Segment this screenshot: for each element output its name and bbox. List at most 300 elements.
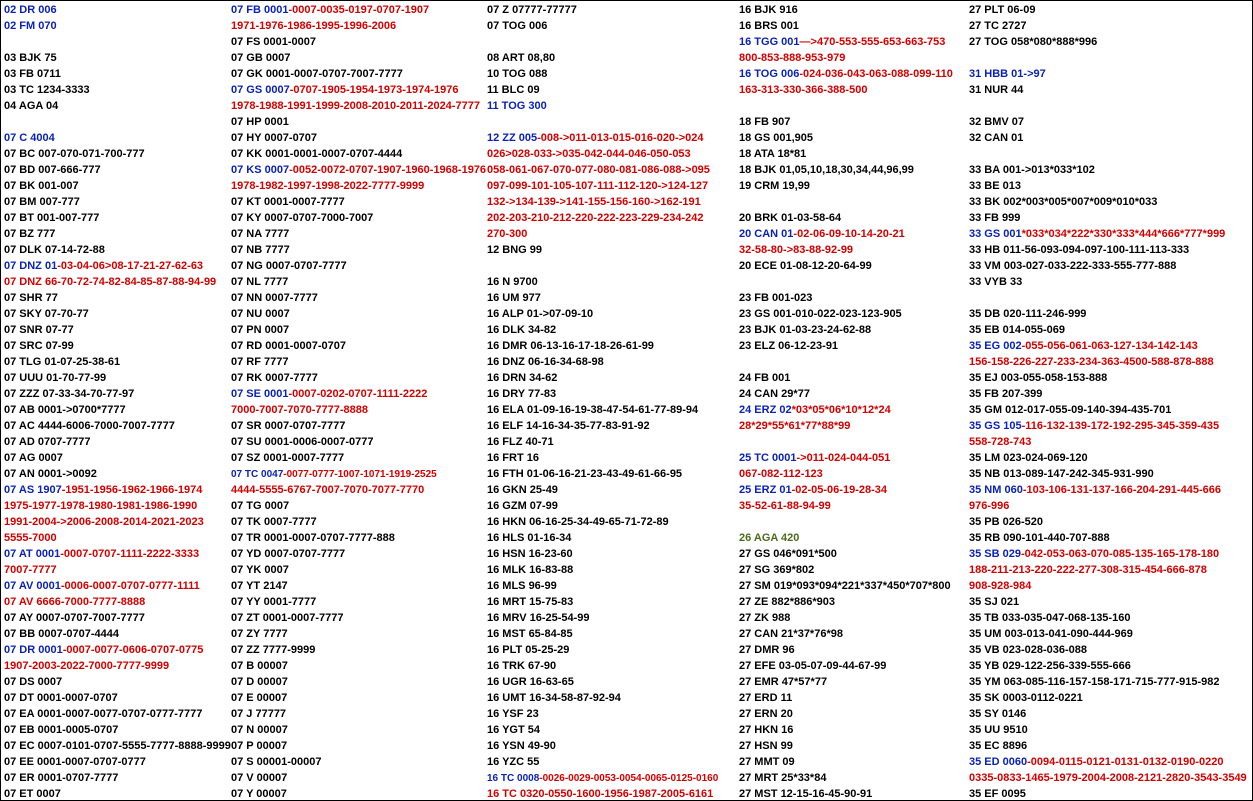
list-item	[969, 626, 1247, 642]
plate-suffix: —>470-553-555-653-663-753	[799, 36, 946, 48]
column-3	[487, 2, 718, 801]
plate-prefix: 07 KT 0001-0007-7777	[231, 196, 345, 208]
list-item	[231, 386, 486, 402]
list-item	[231, 98, 486, 114]
plate-prefix: 07 NA 7777	[231, 228, 290, 240]
spacer-row	[739, 514, 953, 530]
plate-prefix: 1978-1982-1997-1998-2022-7777-9999	[231, 180, 425, 192]
list-item	[969, 370, 1247, 386]
plate-prefix: 35 UM 003-013-041-090-444-969	[969, 628, 1133, 640]
plate-prefix: 07 EC 0007-0101-0707-5555-7777-8888-9999	[4, 740, 231, 752]
plate-suffix: -0707-1905-1954-1973-1974-1976	[289, 84, 459, 96]
list-item	[969, 178, 1247, 194]
list-item	[231, 178, 486, 194]
list-item	[739, 690, 953, 706]
plate-suffix: -0026-0029-0053-0054-0065-0125-0160	[539, 773, 719, 784]
list-item	[4, 546, 231, 562]
list-item	[739, 530, 953, 546]
list-item	[231, 722, 486, 738]
list-item	[4, 146, 231, 162]
plate-prefix: 35 NM 060	[969, 484, 1023, 496]
plate-suffix: -008->011-013-015-016-020->024	[537, 132, 704, 144]
list-item	[231, 130, 486, 146]
plate-prefix: 16 BRS 001	[739, 20, 799, 32]
plate-prefix: 07 KY 0007-0707-7000-7007	[231, 212, 374, 224]
list-item	[487, 274, 718, 290]
plate-prefix: 07 ZT 0001-0007-7777	[231, 612, 344, 624]
list-item	[231, 770, 486, 786]
list-item	[4, 210, 231, 226]
list-item	[4, 2, 231, 18]
list-item	[739, 210, 953, 226]
list-item	[969, 338, 1247, 354]
plate-prefix: 35-52-61-88-94-99	[739, 500, 831, 512]
list-item	[969, 578, 1247, 594]
plate-prefix: 16 N 9700	[487, 276, 538, 288]
list-item	[487, 162, 718, 178]
plate-prefix: 07 V 00007	[231, 772, 288, 784]
plate-prefix: 07 BK 001-007	[4, 180, 79, 192]
plate-prefix: 908-928-984	[969, 580, 1032, 592]
plate-prefix: 07 ZY 7777	[231, 628, 288, 640]
list-item	[969, 754, 1247, 770]
list-item	[487, 482, 718, 498]
plate-prefix: 07 SE 0001	[231, 388, 289, 400]
plate-prefix: 16 FLZ 40-71	[487, 436, 554, 448]
plate-prefix: 27 ERN 20	[739, 708, 793, 720]
plate-prefix: 33 VM 003-027-033-222-333-555-777-888	[969, 260, 1177, 272]
plate-prefix: 23 FB 001-023	[739, 292, 813, 304]
list-item	[231, 50, 486, 66]
plate-prefix: 19 CRM 19,99	[739, 180, 810, 192]
plate-prefix: 07 E 00007	[231, 692, 288, 704]
list-item	[969, 562, 1247, 578]
list-item	[4, 642, 231, 658]
list-item	[4, 738, 231, 754]
plate-suffix: -02-06-09-10-14-20-21	[793, 228, 905, 240]
list-item	[969, 162, 1247, 178]
list-item	[739, 754, 953, 770]
plate-prefix: 4444-5555-6767-7007-7070-7077-7770	[231, 484, 425, 496]
plate-prefix: 35 EJ 003-055-058-153-888	[969, 372, 1108, 384]
list-item	[739, 66, 953, 82]
plate-prefix: 07 BT 001-007-777	[4, 212, 100, 224]
plate-suffix: -0052-0072-0707-1907-1960-1968-1976	[289, 164, 487, 176]
list-item	[969, 306, 1247, 322]
list-item	[487, 626, 718, 642]
list-item	[231, 418, 486, 434]
list-item	[969, 770, 1247, 786]
list-item	[4, 98, 231, 114]
spacer-row	[739, 98, 953, 114]
plate-prefix: 16 MLS 96-99	[487, 580, 557, 592]
list-item	[231, 786, 486, 801]
list-item	[231, 162, 486, 178]
plate-prefix: 07 NU 0007	[231, 308, 290, 320]
list-item	[231, 626, 486, 642]
list-item	[739, 178, 953, 194]
plate-prefix: 07 P 00007	[231, 740, 288, 752]
list-item	[231, 482, 486, 498]
list-item	[487, 562, 718, 578]
plate-prefix: 35 SB 029	[969, 548, 1021, 560]
plate-prefix: 16 HKN 06-16-25-34-49-65-71-72-89	[487, 516, 669, 528]
plate-prefix: 1991-2004->2006-2008-2014-2021-2023	[4, 516, 204, 528]
list-item	[487, 690, 718, 706]
list-item	[739, 626, 953, 642]
list-item	[231, 226, 486, 242]
spacer-row	[969, 50, 1247, 66]
list-item	[969, 130, 1247, 146]
list-item	[487, 402, 718, 418]
list-item	[487, 738, 718, 754]
plate-prefix: 27 ZK 988	[739, 612, 791, 624]
list-item	[739, 562, 953, 578]
plate-suffix: -024-036-043-063-088-099-110	[799, 68, 953, 80]
list-item	[487, 98, 718, 114]
list-item	[231, 210, 486, 226]
plate-prefix: 31 HBB 01->97	[969, 68, 1046, 80]
plate-prefix: 16 DRY 77-83	[487, 388, 557, 400]
list-item	[4, 482, 231, 498]
list-item	[4, 610, 231, 626]
plate-prefix: 35 SK 0003-0112-0221	[969, 692, 1083, 704]
list-item	[231, 498, 486, 514]
list-item	[739, 770, 953, 786]
list-item	[4, 274, 231, 290]
plate-suffix: -116-132-139-172-192-295-345-359-435	[1021, 420, 1220, 432]
list-item	[231, 146, 486, 162]
plate-prefix: 23 GS 001-010-022-023-123-905	[739, 308, 902, 320]
list-item	[4, 226, 231, 242]
list-item	[231, 18, 486, 34]
plate-prefix: 132->134-139->141-155-156-160->162-191	[487, 196, 701, 208]
plate-suffix: -0007-0035-0197-0707-1907	[288, 4, 430, 16]
plate-prefix: 16 FRT 16	[487, 452, 539, 464]
list-item	[231, 450, 486, 466]
list-item	[487, 578, 718, 594]
plate-prefix: 07 SKY 07-70-77	[4, 308, 89, 320]
list-item	[4, 66, 231, 82]
list-item	[739, 130, 953, 146]
list-item	[231, 274, 486, 290]
list-item	[739, 418, 953, 434]
plate-prefix: 27 PLT 06-09	[969, 4, 1036, 16]
list-item	[969, 114, 1247, 130]
list-item	[4, 498, 231, 514]
plate-suffix: -0094-0115-0121-0131-0132-0190-0220	[1027, 756, 1224, 768]
list-item	[231, 322, 486, 338]
plate-prefix: 16 TOG 006	[739, 68, 800, 80]
plate-prefix: 163-313-330-366-388-500	[739, 84, 868, 96]
plate-prefix: 27 TC 2727	[969, 20, 1027, 32]
plate-prefix: 07 YK 0007	[231, 564, 289, 576]
plate-prefix: 16 ELA 01-09-16-19-38-47-54-61-77-89-94	[487, 404, 699, 416]
list-item	[487, 242, 718, 258]
list-item	[487, 594, 718, 610]
list-item	[4, 594, 231, 610]
plate-prefix: 07 YY 0001-7777	[231, 596, 317, 608]
plate-prefix: 07 DR 0001	[4, 644, 63, 656]
list-item	[739, 226, 953, 242]
list-item	[487, 146, 718, 162]
plate-prefix: 16 UGR 16-63-65	[487, 676, 574, 688]
list-item	[969, 258, 1247, 274]
plate-prefix: 188-211-213-220-222-277-308-315-454-666-878	[969, 564, 1207, 576]
list-item	[487, 306, 718, 322]
plate-prefix: 07 C 4004	[4, 132, 55, 144]
plate-prefix: 24 FB 001	[739, 372, 791, 384]
list-item	[231, 194, 486, 210]
plate-prefix: 35 VB 023-028-036-088	[969, 644, 1088, 656]
plate-suffix: -0007-0707-1111-2222-3333	[60, 548, 200, 560]
plate-prefix: 07 SNR 07-77	[4, 324, 74, 336]
list-item	[487, 194, 718, 210]
list-item	[231, 754, 486, 770]
plate-prefix: 33 HB 011-56-093-094-097-100-111-113-333	[969, 244, 1190, 256]
plate-prefix: 03 TC 1234-3333	[4, 84, 90, 96]
plate-prefix: 07 AY 0007-0707-7007-7777	[4, 612, 145, 624]
plate-prefix: 558-728-743	[969, 436, 1032, 448]
list-item	[231, 434, 486, 450]
plate-prefix: 07 J 77777	[231, 708, 287, 720]
plate-prefix: 18 FB 907	[739, 116, 791, 128]
plate-prefix: 16 DLK 34-82	[487, 324, 557, 336]
plate-prefix: 16 PLT 05-25-29	[487, 644, 570, 656]
list-item	[969, 738, 1247, 754]
plate-prefix: 16 BJK 916	[739, 4, 798, 16]
plate-suffix: -055-056-061-063-127-134-142-143	[1021, 340, 1198, 352]
plate-prefix: 16 TGG 001	[739, 36, 800, 48]
plate-prefix: 07 Y 00007	[231, 788, 287, 800]
list-item	[231, 642, 486, 658]
plate-prefix: 03 BJK 75	[4, 52, 57, 64]
list-item	[231, 706, 486, 722]
plate-suffix: -0006-0007-0707-0777-1111	[60, 580, 200, 592]
plate-prefix: 7000-7007-7070-7777-8888	[231, 404, 369, 416]
plate-prefix: 07 YT 2147	[231, 580, 288, 592]
plate-prefix: 35 EB 014-055-069	[969, 324, 1066, 336]
list-item	[487, 498, 718, 514]
plate-prefix: 33 BA 001->013*033*102	[969, 164, 1095, 176]
list-item	[969, 82, 1247, 98]
plate-prefix: 33 VYB 33	[969, 276, 1023, 288]
list-item	[487, 322, 718, 338]
list-item	[231, 242, 486, 258]
list-item	[487, 642, 718, 658]
plate-prefix: 16 YZC 55	[487, 756, 540, 768]
plate-prefix: 33 GS 001	[969, 228, 1022, 240]
list-item	[231, 306, 486, 322]
plate-prefix: 07 N 00007	[231, 724, 288, 736]
plate-prefix: 35 NB 013-089-147-242-345-931-990	[969, 468, 1154, 480]
spacer-row	[487, 114, 718, 130]
list-item	[487, 370, 718, 386]
list-item	[487, 514, 718, 530]
list-item	[4, 50, 231, 66]
list-item	[4, 370, 231, 386]
spacer-row	[4, 114, 231, 130]
list-item	[969, 706, 1247, 722]
list-item	[4, 514, 231, 530]
list-item	[969, 482, 1247, 498]
list-item	[739, 738, 953, 754]
plate-prefix: 16 MLK 16-83-88	[487, 564, 574, 576]
plate-prefix: 07 BD 007-666-777	[4, 164, 101, 176]
plate-prefix: 16 UMT 16-34-58-87-92-94	[487, 692, 621, 704]
list-item	[969, 210, 1247, 226]
plate-prefix: 35 TB 033-035-047-068-135-160	[969, 612, 1131, 624]
spacer-row	[739, 354, 953, 370]
list-item	[4, 706, 231, 722]
list-item	[969, 418, 1247, 434]
plate-prefix: 07 TR 0001-0007-0707-7777-888	[231, 532, 395, 544]
plate-prefix: 07 AC 4444-6006-7000-7007-7777	[4, 420, 175, 432]
list-item	[231, 66, 486, 82]
plate-prefix: 16 ELF 14-16-34-35-77-83-91-92	[487, 420, 650, 432]
list-item	[4, 626, 231, 642]
list-item	[231, 370, 486, 386]
list-item	[969, 546, 1247, 562]
plate-prefix: 12 ZZ 005	[487, 132, 538, 144]
list-item	[4, 450, 231, 466]
plate-prefix: 07 SR 0007-0707-7777	[231, 420, 346, 432]
list-item	[231, 514, 486, 530]
list-item	[739, 578, 953, 594]
list-item	[231, 258, 486, 274]
plate-prefix: 16 UM 977	[487, 292, 541, 304]
list-item	[487, 754, 718, 770]
list-item	[4, 162, 231, 178]
plate-suffix: *033*034*222*330*333*444*666*777*999	[1021, 228, 1226, 240]
plate-prefix: 25 ERZ 01	[739, 484, 792, 496]
plate-prefix: 07 S 00001-00007	[231, 756, 322, 768]
spacer-row	[739, 194, 953, 210]
plate-prefix: 1971-1976-1986-1995-1996-2006	[231, 20, 397, 32]
plate-prefix: 1975-1977-1978-1980-1981-1986-1990	[4, 500, 198, 512]
list-item	[969, 658, 1247, 674]
list-item	[4, 354, 231, 370]
list-item	[4, 658, 231, 674]
plate-prefix: 16 TRK 67-90	[487, 660, 557, 672]
list-item	[487, 546, 718, 562]
list-item	[4, 306, 231, 322]
plate-prefix: 35 LM 023-024-069-120	[969, 452, 1088, 464]
list-item	[739, 242, 953, 258]
list-item	[969, 226, 1247, 242]
list-item	[969, 674, 1247, 690]
plate-suffix: -0007-0077-0606-0707-0775	[62, 644, 204, 656]
plate-prefix: 07 TLG 01-07-25-38-61	[4, 356, 121, 368]
list-item	[4, 754, 231, 770]
list-item	[231, 2, 486, 18]
list-item	[739, 466, 953, 482]
plate-prefix: 07 KS 0007	[231, 164, 290, 176]
plate-prefix: 35 FB 207-399	[969, 388, 1043, 400]
plate-prefix: 156-158-226-227-233-234-363-4500-588-878-888	[969, 356, 1214, 368]
list-item	[4, 786, 231, 801]
plate-prefix: 33 BE 013	[969, 180, 1021, 192]
list-item	[969, 66, 1247, 82]
list-item	[231, 690, 486, 706]
list-item	[231, 610, 486, 626]
plate-prefix: 16 HSN 16-23-60	[487, 548, 573, 560]
list-item	[969, 434, 1247, 450]
list-item	[969, 450, 1247, 466]
plate-prefix: 27 ERD 11	[739, 692, 793, 704]
plate-suffix: -1951-1956-1962-1966-1974	[61, 484, 203, 496]
list-item	[739, 114, 953, 130]
plate-prefix: 31 NUR 44	[969, 84, 1024, 96]
list-item	[231, 34, 486, 50]
list-item	[969, 322, 1247, 338]
plate-prefix: 07 GK 0001-0007-0707-7007-7777	[231, 68, 403, 80]
column-2	[231, 2, 486, 801]
plate-prefix: 07 RK 0007-7777	[231, 372, 318, 384]
plate-prefix: 08 ART 08,80	[487, 52, 556, 64]
spacer-row	[739, 434, 953, 450]
list-item	[231, 658, 486, 674]
list-item	[487, 674, 718, 690]
list-item	[4, 562, 231, 578]
plate-prefix: 07 AD 0707-7777	[4, 436, 91, 448]
plate-prefix: 16 FTH 01-06-16-21-23-43-49-61-66-95	[487, 468, 683, 480]
list-item	[739, 786, 953, 801]
list-item	[4, 18, 231, 34]
plate-prefix: 07 TC 0047	[231, 469, 284, 480]
plate-suffix: -103-106-131-137-166-204-291-445-666	[1022, 484, 1221, 496]
plate-prefix: 07 RF 7777	[231, 356, 289, 368]
plate-prefix: 16 YSN 49-90	[487, 740, 556, 752]
plate-prefix: 07 DS 0007	[4, 676, 63, 688]
plate-prefix: 27 TOG 058*080*888*996	[969, 36, 1098, 48]
list-item	[969, 2, 1247, 18]
plate-suffix: -02-05-06-19-28-34	[791, 484, 887, 496]
spacer-row	[969, 98, 1247, 114]
plate-prefix: 27 CAN 21*37*76*98	[739, 628, 843, 640]
list-item	[739, 338, 953, 354]
plate-prefix: 202-203-210-212-220-222-223-229-234-242	[487, 212, 704, 224]
plate-prefix: 07 HP 0001	[231, 116, 289, 128]
list-item	[4, 322, 231, 338]
list-item	[487, 18, 718, 34]
spacer-row	[739, 274, 953, 290]
plate-prefix: 35 GS 105	[969, 420, 1022, 432]
plate-prefix: 27 SM 019*093*094*221*337*450*707*800	[739, 580, 951, 592]
plate-prefix: 16 TC 0320-0550-1600-1956-1987-2005-6161	[487, 788, 714, 800]
plate-prefix: 20 CAN 01	[739, 228, 794, 240]
list-item	[231, 674, 486, 690]
list-item	[487, 706, 718, 722]
plate-suffix: ->011-024-044-051	[796, 452, 891, 464]
list-item	[739, 450, 953, 466]
plate-prefix: 35 SY 0146	[969, 708, 1027, 720]
column-1	[4, 2, 231, 801]
list-item	[739, 290, 953, 306]
list-item	[969, 466, 1247, 482]
plate-prefix: 35 YB 029-122-256-339-555-666	[969, 660, 1131, 672]
list-item	[969, 386, 1247, 402]
plate-prefix: 07 B 00007	[231, 660, 288, 672]
plate-prefix: 32-58-80->83-88-92-99	[739, 244, 854, 256]
list-item	[487, 178, 718, 194]
plate-prefix: 5555-7000	[4, 532, 57, 544]
plate-prefix: 07 AV 6666-7000-7777-8888	[4, 596, 146, 608]
plate-suffix: *03*05*06*10*12*24	[791, 404, 891, 416]
spacer-row	[969, 290, 1247, 306]
list-item	[969, 514, 1247, 530]
plate-prefix: 16 DMR 06-13-16-17-18-26-61-99	[487, 340, 654, 352]
